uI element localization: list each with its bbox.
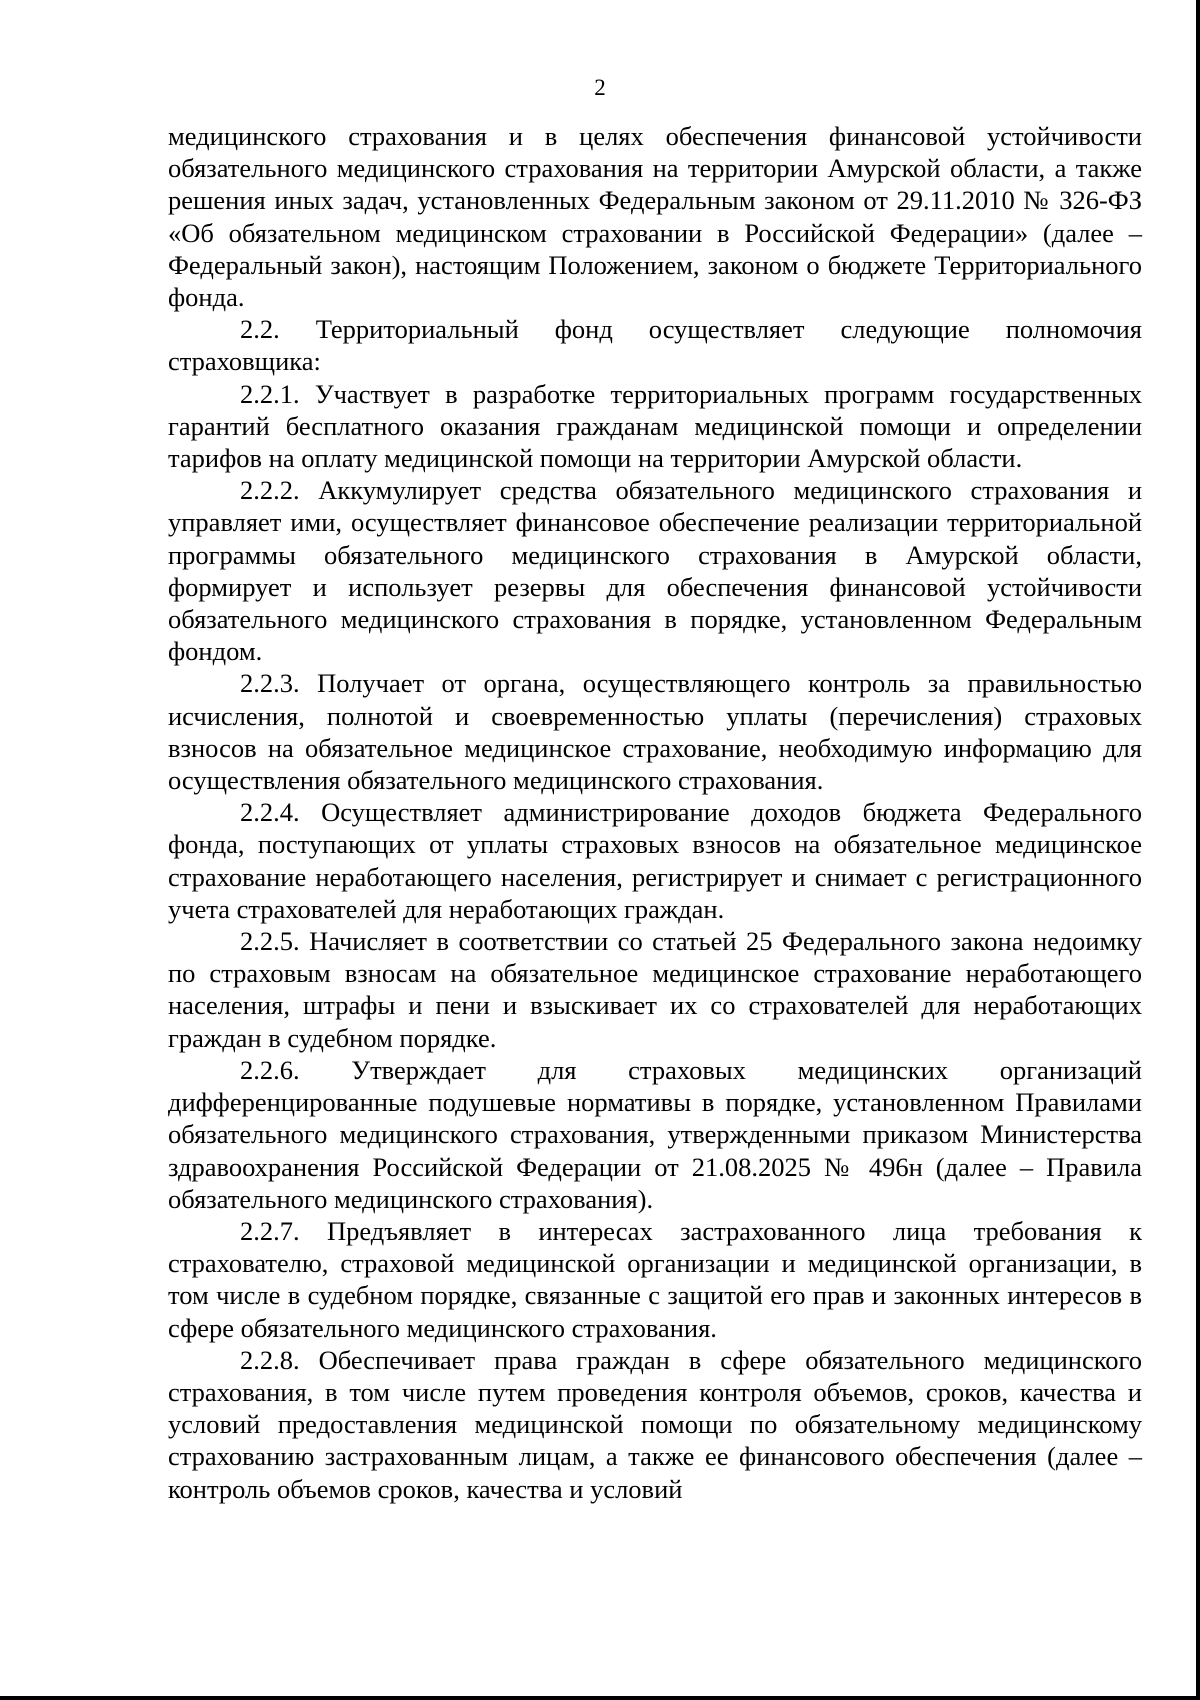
paragraph-2-2-6: 2.2.6. Утверждает для страховых медицинских организаций дифференцированные подушевые нормативы в порядке, установленном Правилами обязательного медицинского страхования, утвержденными приказом Министерства здравоохранения Российской Федерации от 21.08.2025 № 496н (далее – Правила обязательного медицинского страхования). xyxy=(168,1054,1142,1214)
paragraph-2-2-8: 2.2.8. Обеспечивает права граждан в сфере обязательного медицинского страхования, в том числе путем проведения контроля объемов, сроков, качества и условий предоставления медицинской помощи по обязательному медицинскому страхованию застрахованным лицам, а также ее финансового обеспечения (далее – контроль объемов сроков, качества и условий xyxy=(168,1344,1142,1504)
paragraph-2-2-1: 2.2.1. Участвует в разработке территориальных программ государственных гарантий бесплатного оказания гражданам медицинской помощи и определении тарифов на оплату медицинской помощи на территории Амурской области. xyxy=(168,378,1142,474)
paragraph-2-2-5: 2.2.5. Начисляет в соответствии со статьей 25 Федерального закона недоимку по страховым взносам на обязательное медицинское страхование неработающего населения, штрафы и пени и взыскивает их со страхователей для неработающих граждан в судебном порядке. xyxy=(168,926,1142,1053)
scan-border-right xyxy=(1196,0,1200,1700)
paragraph-2-2-3: 2.2.3. Получает от органа, осуществляющего контроль за правильностью исчисления, полнотой и своевременностью уплаты (перечисления) страховых взносов на обязательное медицинское страхование, необходимую информацию для осуществления обязательного медицинского страхования. xyxy=(168,668,1142,796)
scan-border-bottom xyxy=(0,1696,1200,1700)
paragraph-2-2-7: 2.2.7. Предъявляет в интересах застрахованного лица требования к страхователю, страховой медицинской организации и медицинской организации, в том числе в судебном порядке, связанные с защитой его прав и законных интересов в сфере обязательного медицинского страхования. xyxy=(168,1215,1142,1343)
document-body xyxy=(168,120,1142,1505)
paragraph-2-2: 2.2. Территориальный фонд осуществляет следующие полномочия страховщика: xyxy=(168,314,1142,377)
paragraph-2-2-2: 2.2.2. Аккумулирует средства обязательного медицинского страхования и управляет ими, осуществляет финансовое обеспечение реализации территориальной программы обязательного медицинского страхования в Амурской области, формирует и использует резервы для обеспечения финансовой устойчивости обязательного медицинского страхования в порядке, установленном Федеральным фондом. xyxy=(168,475,1142,667)
paragraph-continuation: медицинского страхования и в целях обеспечения финансовой устойчивости обязательного медицинского страхования на территории Амурской области, а также решения иных задач, установленных Федеральным законом от 29.11.2010 № 326-ФЗ «Об обязательном медицинском страховании в Российской Федерации» (далее – Федеральный закон), настоящим Положением, законом о бюджете Территориального фонда. xyxy=(168,121,1142,313)
paragraph-2-2-4: 2.2.4. Осуществляет администрирование доходов бюджета Федерального фонда, поступающих от уплаты страховых взносов на обязательное медицинское страхование неработающего населения, регистрирует и снимает с регистрационного учета страхователей для неработающих граждан. xyxy=(168,797,1142,924)
page-number: 2 xyxy=(594,75,606,100)
